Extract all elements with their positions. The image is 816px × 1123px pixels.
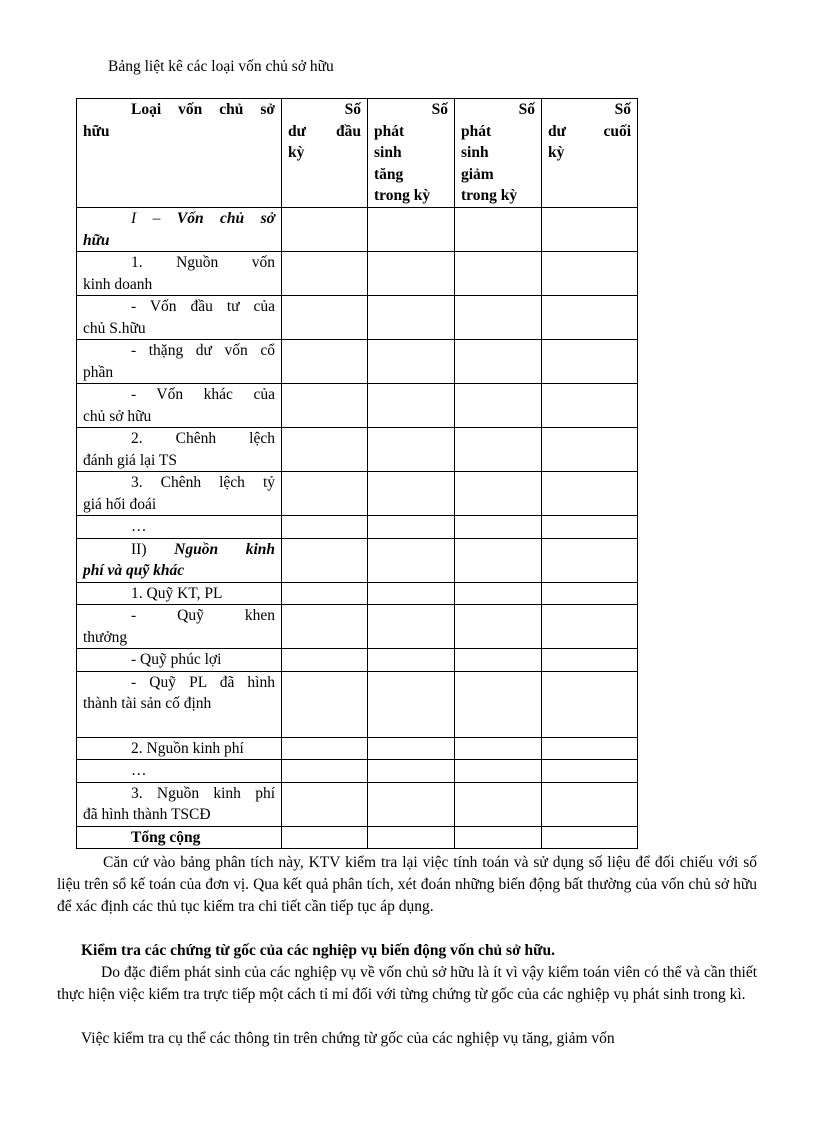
header-decrease: Số phát sinh giảm trong kỳ <box>455 99 542 208</box>
table-row <box>77 208 638 252</box>
row-label: 3. Nguồn kinh phí đã hình thành TSCĐ <box>77 782 282 826</box>
row-label: 2. Chênh lệch đánh giá lại TS <box>77 428 282 472</box>
equity-table <box>76 98 638 849</box>
header-equity-type: Loại vốn chủ sở hữu <box>77 99 282 208</box>
row-label: - Quỹ PL đã hình thành tài sản cố định <box>77 671 282 737</box>
table-row <box>77 384 638 428</box>
row-label: II) Nguồn kinh phí và quỹ khác <box>77 538 282 582</box>
header-opening-balance: Số dư đầu kỳ <box>282 99 368 208</box>
table-row <box>77 605 638 649</box>
paragraph-vouchers: Do đặc điểm phát sinh của các nghiệp vụ về vốn chủ sở hữu là ít vì vậy kiểm toán viên có thể và cần thiết thực hiện việc kiểm tra trực tiếp một cách tỉ mỉ đối với từng chứng từ gốc của các nghiệp vụ phát sinh trong kì. <box>57 964 757 1003</box>
table-row <box>77 671 638 737</box>
table-row <box>77 296 638 340</box>
row-label: - Vốn đầu tư của chủ S.hữu <box>77 296 282 340</box>
section-heading: Kiểm tra các chứng từ gốc của các nghiệp vụ biến động vốn chủ sở hữu. <box>81 942 555 959</box>
total-label: Tổng cộng <box>77 826 282 849</box>
table-row <box>77 340 638 384</box>
row-label: I – Vốn chủ sở hữu <box>77 208 282 252</box>
total-row <box>77 826 638 849</box>
table-row <box>77 538 638 582</box>
table-row <box>77 428 638 472</box>
row-label: - Vốn khác của chủ sở hữu <box>77 384 282 428</box>
row-label: - thặng dư vốn cổ phần <box>77 340 282 384</box>
paragraph-analysis: Căn cứ vào bảng phân tích này, KTV kiểm tra lại việc tính toán và sử dụng số liệu để đối chiếu với số liệu trên sổ kế toán của đơn vị. Qua kết quả phân tích, xét đoán những biến động bất thường của vốn chủ sở hữu để xác định các thủ tục kiểm tra chi tiết cần tiếp tục áp dụng. <box>57 854 757 915</box>
table-row <box>77 782 638 826</box>
table-row <box>77 737 638 760</box>
row-label: - Quỹ phúc lợi <box>77 649 282 672</box>
paragraph-detail: Việc kiểm tra cụ thể các thông tin trên chứng từ gốc của các nghiệp vụ tăng, giảm vốn <box>81 1030 615 1047</box>
row-label: 2. Nguồn kinh phí <box>77 737 282 760</box>
table-row <box>77 649 638 672</box>
row-label: … <box>77 516 282 539</box>
table-caption: Bảng liệt kê các loại vốn chủ sở hữu <box>108 58 334 75</box>
table-row <box>77 472 638 516</box>
header-closing-balance: Số dư cuối kỳ <box>542 99 638 208</box>
header-increase: Số phát sinh tăng trong kỳ <box>368 99 455 208</box>
table-row <box>77 582 638 605</box>
table-row <box>77 760 638 783</box>
row-label: - Quỹ khen thưởng <box>77 605 282 649</box>
row-label: 1. Nguồn vốn kinh doanh <box>77 252 282 296</box>
table-header-row <box>77 99 638 208</box>
row-label: 1. Quỹ KT, PL <box>77 582 282 605</box>
table-row <box>77 252 638 296</box>
table-row <box>77 516 638 539</box>
row-label: … <box>77 760 282 783</box>
row-label: 3. Chênh lệch tỷ giá hối đoái <box>77 472 282 516</box>
